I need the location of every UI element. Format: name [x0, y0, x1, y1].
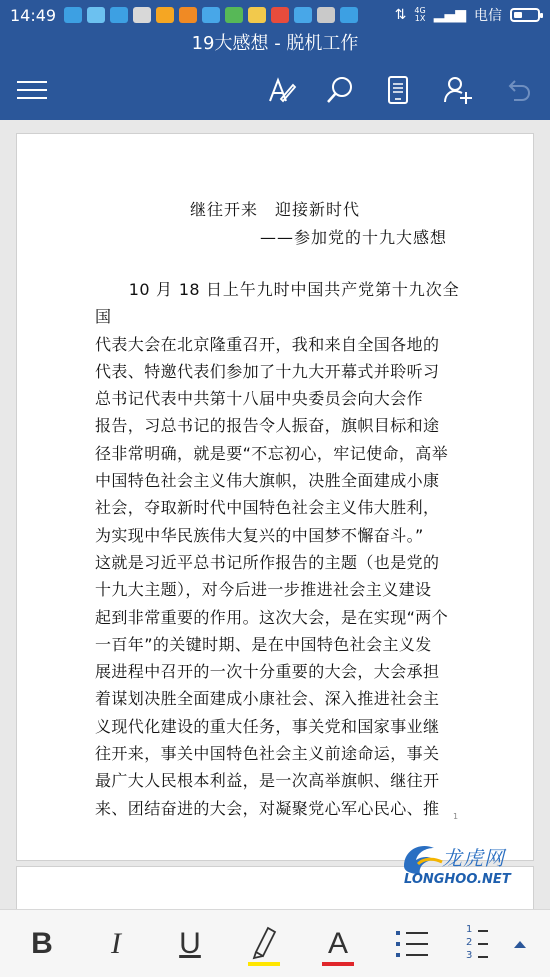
body-line: 报告，习总书记的报告令人振奋，旗帜目标和途: [95, 416, 440, 436]
app-notification-icon: [110, 7, 128, 23]
numbering-digit: 3: [466, 950, 473, 961]
font-color-label: A: [327, 927, 348, 960]
body-line: 代表大会在北京隆重召开，我和来自全国各地的: [95, 334, 440, 354]
play-notification-icon: [225, 7, 243, 23]
body-line: 起到非常重要的作用。这次大会，是在实现“两个: [95, 607, 449, 627]
underline-label: U: [179, 927, 201, 960]
body-line: 往开来，事关中国特色社会主义前途命运，事关: [95, 744, 440, 764]
carrier-label: 电信: [474, 8, 502, 24]
search-button[interactable]: [320, 70, 360, 110]
font-color-bar: [322, 962, 354, 966]
numbered-list-icon: [464, 924, 504, 964]
document-title-bar: [0, 30, 550, 60]
highlight-button[interactable]: [236, 918, 292, 970]
undo-button[interactable]: [498, 70, 538, 110]
avatar-notification-icon: [133, 7, 151, 23]
body-line: 义现代化建设的重大任务，事关党和国家事业继: [95, 716, 440, 736]
app-notification-icon: [156, 7, 174, 23]
document-page[interactable]: [16, 133, 534, 861]
highlight-color-bar: [248, 962, 280, 966]
watermark-en: LONGHOO.NET: [404, 872, 511, 887]
network-type-bottom: 1X: [414, 14, 426, 23]
mobile-view-icon: [386, 75, 410, 105]
body-line: 展进程中召开的一次十分重要的大会，大会承担: [95, 662, 440, 682]
document-body[interactable]: [95, 276, 459, 822]
body-line: 10 月 18 日上午九时中国共产党第十九次全国: [95, 280, 459, 327]
app-notification-icon: [179, 7, 197, 23]
bullet-list-icon: [392, 926, 432, 962]
menu-icon: [17, 79, 47, 101]
edit-view-button[interactable]: [262, 70, 302, 110]
bold-button[interactable]: [14, 918, 70, 970]
app-notification-icon: [87, 7, 105, 23]
notification-icons: [64, 7, 358, 23]
page-number: 1: [453, 812, 459, 821]
body-line: 着谋划决胜全面建成小康社会、深入推进社会主: [95, 689, 440, 709]
app-notification-icon: [248, 7, 266, 23]
body-line: 来、团结奋进的大会，对凝聚党心军心民心、推: [95, 798, 440, 818]
app-notification-icon: [64, 7, 82, 23]
numbering-digit: 1: [466, 924, 473, 935]
italic-button[interactable]: [88, 918, 144, 970]
underline-button[interactable]: [162, 918, 218, 970]
bold-label: B: [31, 927, 53, 960]
app-notification-icon: [340, 7, 358, 23]
body-line: 代表、特邀代表们参加了十九大开幕式并聆听习: [95, 361, 440, 381]
chevron-up-icon: [512, 938, 528, 950]
app-toolbar: [0, 60, 550, 120]
format-toolbar: [0, 909, 550, 977]
highlighter-icon: [244, 922, 284, 966]
numbering-digit: 2: [466, 937, 473, 948]
status-bar: [0, 0, 550, 30]
document-subheading: ——参加党的十九大感想: [259, 228, 447, 247]
body-line: 十九大主题），对今后进一步推进社会主义建设: [95, 580, 432, 600]
body-line: 总书记代表中共第十八届中央委员会向大会作: [95, 389, 424, 409]
longhoo-watermark: [398, 838, 516, 896]
avatar-notification-icon: [317, 7, 335, 23]
watermark-cn: 龙虎网: [442, 846, 505, 870]
share-icon: [443, 75, 473, 105]
bullets-button[interactable]: [384, 918, 440, 970]
body-line: 为实现中华民族伟大复兴的中国梦不懈奋斗。”: [95, 525, 424, 545]
app-notification-icon: [294, 7, 312, 23]
body-line: 这就是习近平总书记所作报告的主题（也是党的: [95, 552, 440, 572]
network-type: [414, 7, 425, 23]
italic-label: I: [111, 927, 121, 960]
mobile-view-button[interactable]: [378, 70, 418, 110]
status-time: 14:49: [10, 5, 57, 25]
undo-icon: [504, 76, 532, 104]
battery-icon: [510, 8, 540, 22]
signal-strength-icon: ▂▄▆: [433, 7, 466, 23]
body-line: 径非常明确，就是要“不忘初心，牢记使命，高举: [95, 443, 449, 463]
share-button[interactable]: [438, 70, 478, 110]
network-type-top: 4G: [414, 6, 426, 15]
app-notification-icon: [202, 7, 220, 23]
search-icon: [325, 75, 355, 105]
signal-arrows-icon: ⇅: [394, 7, 407, 23]
body-line: 社会，夺取新时代中国特色社会主义伟大胜利，: [95, 498, 440, 518]
menu-button[interactable]: [12, 70, 52, 110]
document-title: 19大感想 - 脱机工作: [191, 33, 359, 54]
expand-toolbar-button[interactable]: [500, 918, 540, 970]
font-color-button[interactable]: [310, 918, 366, 970]
edit-view-icon: [267, 75, 297, 105]
body-line: 一百年”的关键时期、是在中国特色社会主义发: [95, 634, 432, 654]
app-notification-icon: [271, 7, 289, 23]
document-heading: 继往开来 迎接新时代: [189, 200, 360, 219]
body-line: 最广大人民根本利益，是一次高举旗帜、继往开: [95, 771, 440, 791]
body-line: 中国特色社会主义伟大旗帜，决胜全面建成小康: [95, 471, 440, 491]
